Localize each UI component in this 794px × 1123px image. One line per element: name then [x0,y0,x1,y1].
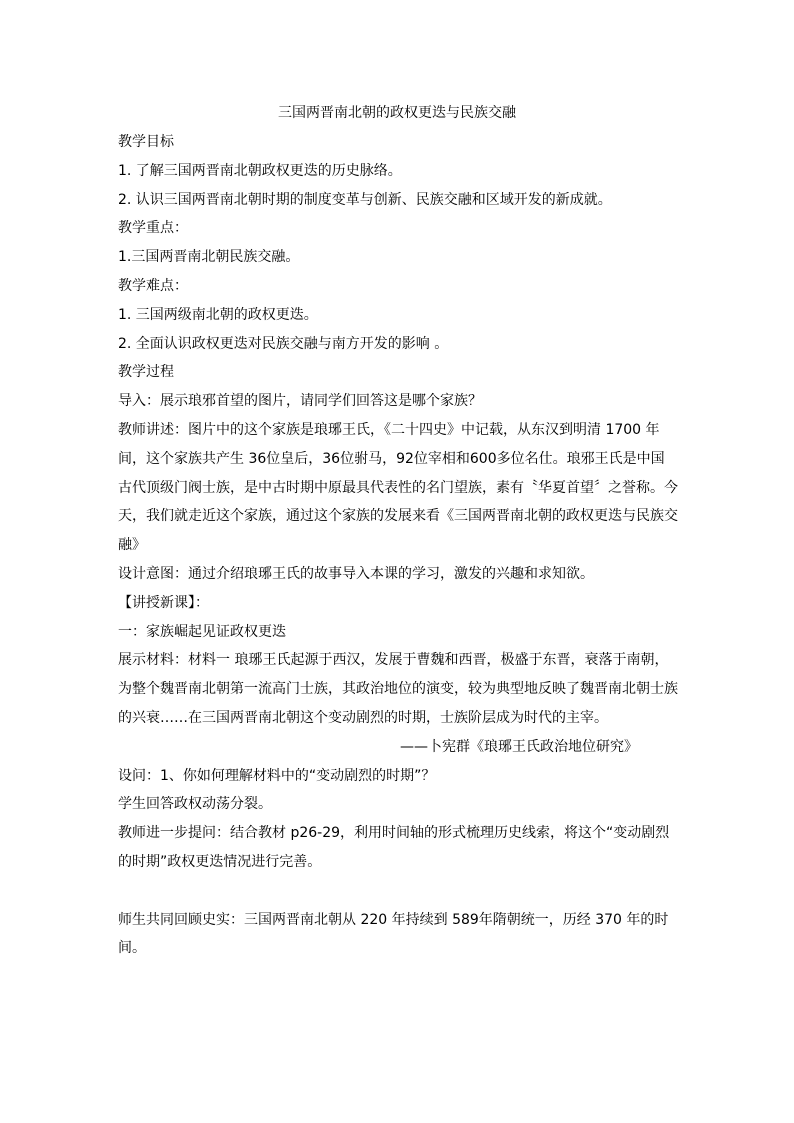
review-paragraph: 师生共同回顾史实：三国两晋南北朝从 220 年持续到 589年隋朝统一，历经 370 年的时间。 [118,911,669,957]
heading-difficulties: 教学难点： [118,277,188,294]
intro-paragraph: 导入：展示琅邪首望的图片，请同学们回答这是哪个家族？ [118,393,482,410]
difficulty-item-1: 1. 三国两级南北朝的政权更迭。 [118,306,318,323]
difficulty-item-2: 2. 全面认识政权更迭对民族交融与南方开发的影响 。 [118,335,449,352]
blank-line [118,877,678,906]
question-1: 设问：1、你如何理解材料中的“变动剧烈的时期”？ [118,767,436,784]
heading-process: 教学过程 [118,364,174,381]
material-paragraph: 展示材料：材料一 琅琊王氏起源于西汉，发展于曹魏和西晋，极盛于东晋，衰落于南朝，为整个魏晋南北朝第一流高门士族，其政治地位的演变，较为典型地反映了魏晋南北朝士族的兴衰……在三国两晋南北朝这个变动剧烈的时期，士族阶层成为时代的主宰。 [118,652,678,726]
teacher-narration: 教师讲述：图片中的这个家族是琅琊王氏，《二十四史》中记载，从东汉到明清 1700 年间，这个家族共产生 36位皇后，36位驸马，92位宰相和600多位名仕。琅邪王氏是中国古代顶级门阀士族，是中古时期中原最具代表性的名门望族，素有〝华夏首望〞之誉称。今天，我们就走近这个家族，通过这个家族的发展来看《三国两晋南北朝的政权更迭与民族交融》 [118,421,678,554]
design-intent: 设计意图：通过介绍琅琊王氏的故事导入本课的学习，激发的兴趣和求知欲。 [118,565,594,582]
document-title: 三国两晋南北朝的政权更迭与民族交融 [278,105,516,121]
document-body [118,128,678,963]
goal-item-2: 2. 认识三国两晋南北朝时期的制度变革与创新、民族交融和区域开发的新成就。 [118,191,612,208]
key-point-item-1: 1.三国两晋南北朝民族交融。 [118,249,300,266]
section-heading-1: 一：家族崛起见证政权更迭 [118,623,286,640]
heading-new-lesson: 【讲授新课】： [118,594,209,611]
material-citation: ——卜宪群《琅琊王氏政治地位研究》 [400,738,638,755]
goal-item-1: 1. 了解三国两晋南北朝政权更迭的历史脉络。 [118,162,402,179]
heading-teaching-goals: 教学目标 [118,134,174,150]
teacher-followup: 教师进一步提问：结合教材 p26-29，利用时间轴的形式梳理历史线索，将这个“变动剧烈的时期”政权更迭情况进行完善。 [118,825,670,870]
heading-key-points: 教学重点： [118,220,188,237]
student-answer: 学生回答政权动荡分裂。 [118,796,272,813]
